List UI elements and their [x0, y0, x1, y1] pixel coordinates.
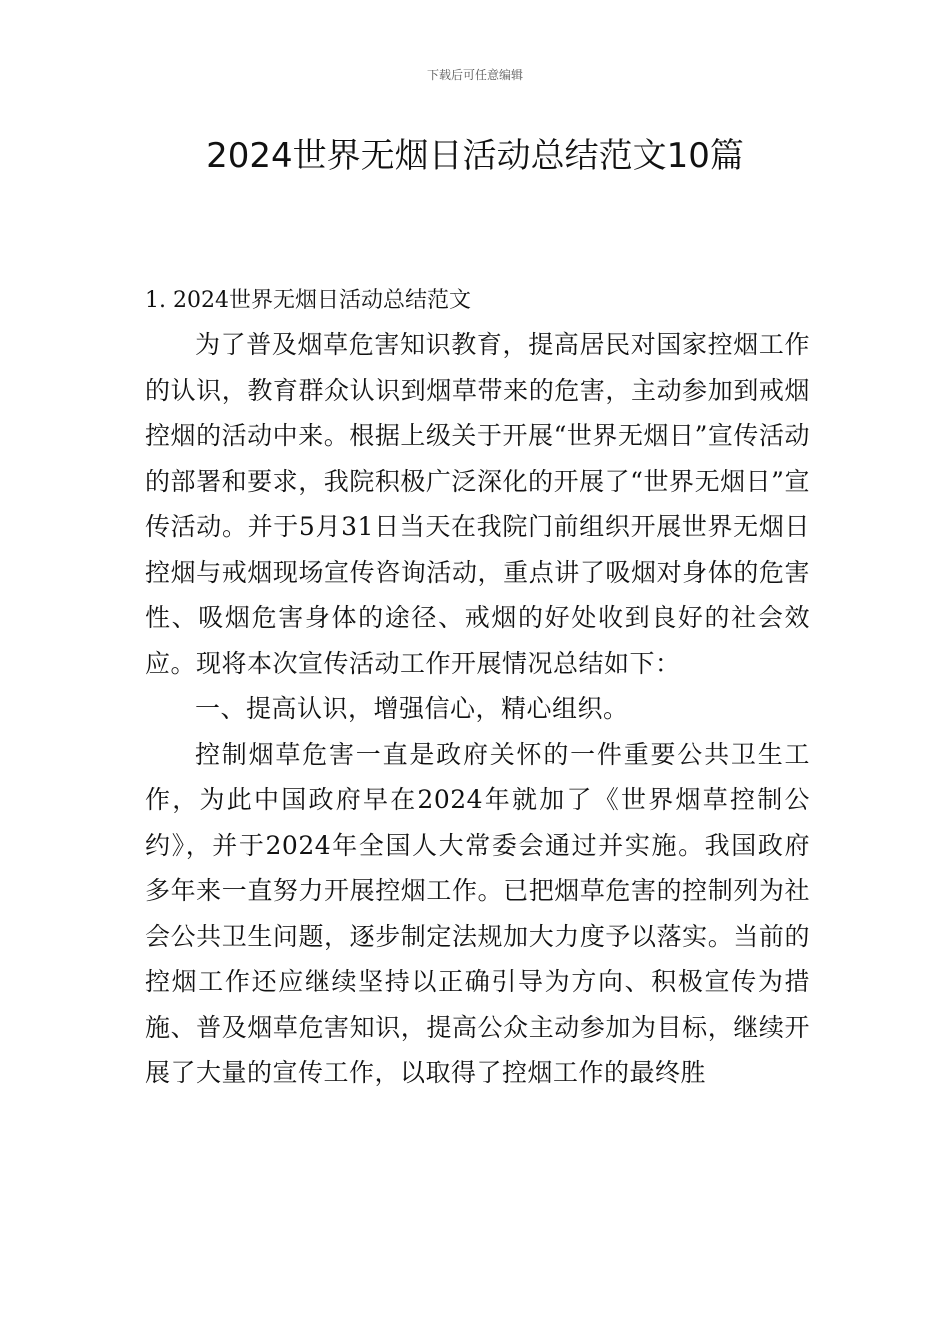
paragraph-subheading: 一、提高认识，增强信心，精心组织。	[195, 694, 629, 723]
paragraph-intro: 为了普及烟草危害知识教育，提高居民对国家控烟工作的认识，教育群众认识到烟草带来的危害，主动参加到戒烟控烟的活动中来。根据上级关于开展“世界无烟日”宣传活动的部署和要求，我院积极广泛深化的开展了“世界无烟日”宣传活动。并于5月31日当天在我院门前组织开展世界无烟日控烟与戒烟现场宣传咨询活动，重点讲了吸烟对身体的危害性、吸烟危害身体的途径、戒烟的好处收到良好的社会效应。现将本次宣传活动工作开展情况总结如下：	[145, 330, 810, 678]
paragraph-body: 控制烟草危害一直是政府关怀的一件重要公共卫生工作，为此中国政府早在2024年就加了《世界烟草控制公约》，并于2024年全国人大常委会通过并实施。我国政府多年来一直努力开展控烟工作。已把烟草危害的控制列为社会公共卫生问题，逐步制定法规加大力度予以落实。当前的控烟工作还应继续坚持以正确引导为方向、积极宣传为措施、普及烟草危害知识，提高公众主动参加为目标，继续开展了大量的宣传工作，以取得了控烟工作的最终胜	[145, 739, 810, 1087]
section-heading: 1. 2024世界无烟日活动总结范文	[145, 288, 471, 313]
document-title: 2024世界无烟日活动总结范文10篇	[206, 136, 744, 176]
header-note: 下载后可任意编辑	[426, 68, 523, 82]
document-body	[145, 280, 810, 1096]
